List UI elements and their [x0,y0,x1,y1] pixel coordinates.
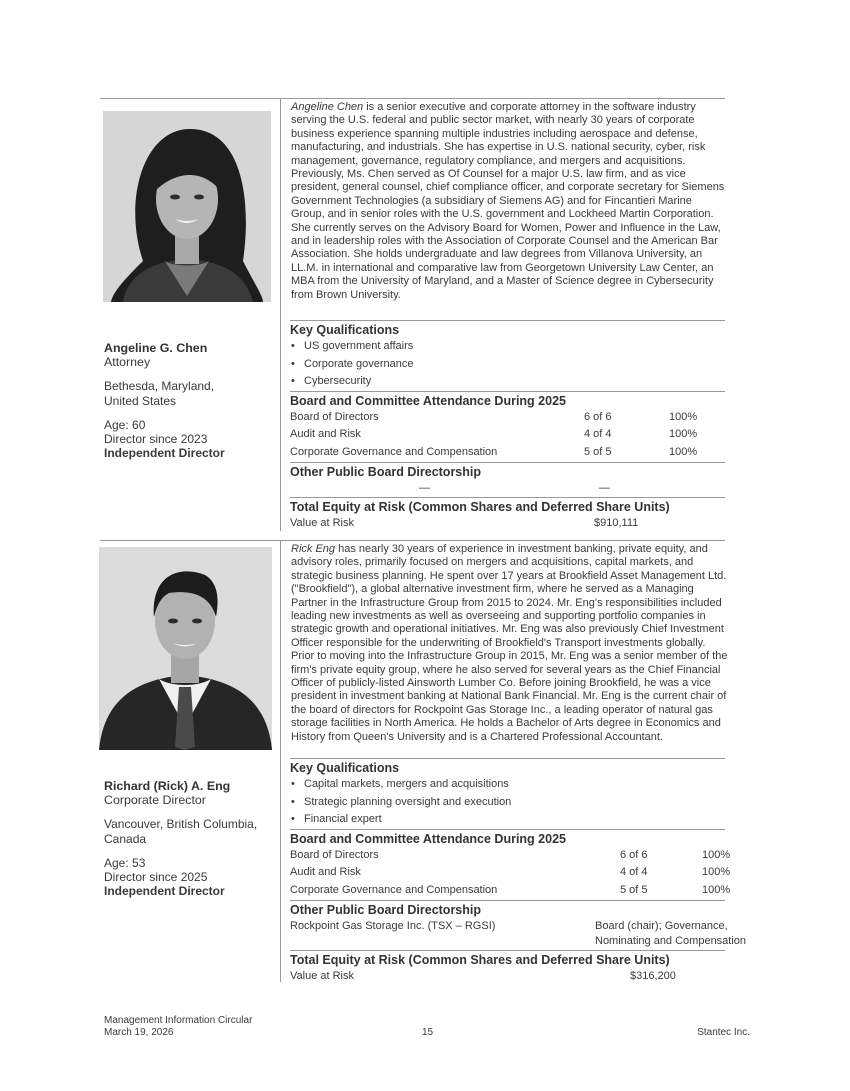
other-directorship-section [290,900,747,950]
attendance-body: Board of Directors [290,848,379,861]
director-location [104,817,257,845]
director-title: Corporate Director [104,793,206,808]
attendance-percent: 100% [669,428,698,441]
equity-value: $316,200 [630,969,676,982]
bio-name: Angeline Chen [291,101,364,113]
qualification-item: • Cybersecurity [290,373,725,391]
attendance-body: Audit and Risk [290,428,361,441]
director-since: Director since 2023 [104,432,208,447]
bio-text: is a senior executive and corporate attorney in the software industry serving the U.S. federal and public sector market, with nearly 30 years of corporate business experience spanning multiple industries including aerospace and defense, manufacturing, and industrials. She has expertise in U.S. national security, cyber, risk management, governance, regulatory compliance, and mergers and acquisitions. Previously, Ms. Chen served as Of Counsel for a major U.S. law firm, and as vice president, general counsel, chief compliance officer, and corporate secretary for Siemens Government Technologies (a subsidiary of Siemens AG) and for Fincantieri Marine Group, and in senior roles with the U.S. government and Lockheed Martin Corporation. She currently serves on the Advisory Board for Women, Power and Influence in the Law, and in leadership roles with the Association of Corporate Counsel and the American Bar Association. She holds undergraduate and law degrees from Villanova University, an LL.M. in international and comparative law from Georgetown University Law Center, an MBA from the University of Maryland, and a Master of Science degree in Cybersecurity from Brown University. [291,101,725,301]
section-heading: Total Equity at Risk (Common Shares and Deferred Share Units) [290,952,670,967]
divider [100,98,725,99]
attendance-body: Corporate Governance and Compensation [290,445,498,458]
attendance-row [290,426,725,444]
bio-name: Rick Eng [291,543,336,555]
attendance-row [290,444,725,462]
director-details [290,320,725,532]
location-line: Vancouver, British Columbia, [104,817,258,832]
director-bio [291,543,731,744]
footer-doc-title: Management Information Circular [104,1015,253,1026]
attendance-count: 5 of 5 [584,445,612,458]
director-name: Angeline G. Chen [104,341,208,355]
equity-value: $910,111 [594,516,639,529]
director-age: Age: 60 [104,417,146,432]
director-photo [103,111,271,302]
independence-status: Independent Director [104,884,225,899]
qualification-item: • Strategic planning oversight and execution [290,794,725,812]
other-dash: — [419,481,430,494]
footer-left [104,1015,252,1039]
director-profile [104,779,257,898]
section-heading: Board and Committee Attendance During 2025 [290,393,566,408]
location-line: Canada [104,831,147,846]
divider [100,540,725,541]
key-qualifications [290,758,725,829]
section-heading: Other Public Board Directorship [290,902,482,917]
qualification-item: • Corporate governance [290,356,725,374]
section-heading: Other Public Board Directorship [290,464,482,479]
equity-section [290,950,725,985]
director-age: Age: 53 [104,855,146,870]
director-title: Attorney [104,355,151,370]
director-profile [104,341,225,460]
attendance-row [290,882,731,900]
attendance-body: Corporate Governance and Compensation [290,883,498,896]
director-bio [291,101,726,302]
footer-date: March 19, 2026 [104,1027,174,1038]
section-heading: Total Equity at Risk (Common Shares and Deferred Share Units) [290,499,670,514]
column-divider [280,540,281,982]
attendance-body: Board of Directors [290,410,379,423]
director-location [104,379,225,407]
qualification-item: • Financial expert [290,811,725,829]
equity-label: Value at Risk [290,516,354,529]
key-qualifications [290,320,725,391]
attendance-count: 6 of 6 [620,848,648,861]
attendance-percent: 100% [702,883,731,896]
attendance-percent: 100% [702,848,731,861]
footer-company: Stantec Inc. [697,1027,750,1038]
attendance-row [290,847,731,865]
location-line: Bethesda, Maryland, [104,379,215,394]
attendance-section [290,829,731,900]
attendance-count: 4 of 4 [584,428,612,441]
director-name: Richard (Rick) A. Eng [104,779,231,793]
other-dash: — [599,481,610,494]
other-directorship-section [290,462,725,497]
director-photo [99,547,272,750]
section-heading: Key Qualifications [290,761,400,775]
independence-status: Independent Director [104,446,225,461]
equity-label: Value at Risk [290,969,354,982]
other-role [595,919,765,949]
equity-row [290,515,725,532]
attendance-count: 4 of 4 [620,866,648,879]
attendance-section [290,391,725,462]
location-line: United States [104,393,177,408]
attendance-count: 5 of 5 [620,883,648,896]
qualification-item: • US government affairs [290,338,725,356]
attendance-row [290,864,731,882]
qualification-item: • Capital markets, mergers and acquisitions [290,776,725,794]
attendance-percent: 100% [702,866,731,879]
attendance-percent: 100% [669,410,698,423]
other-directorship-row [290,918,747,950]
section-heading: Key Qualifications [290,323,400,337]
equity-section [290,497,725,532]
attendance-row [290,409,725,427]
director-since: Director since 2025 [104,870,208,885]
other-role-line: Board (chair); Governance, [595,919,728,932]
attendance-body: Audit and Risk [290,866,361,879]
equity-row [290,968,725,985]
other-company: Rockpoint Gas Storage Inc. (TSX – RGSI) [290,919,496,932]
column-divider [280,98,281,531]
bio-text: has nearly 30 years of experience in investment banking, private equity, and advisory roles, primarily focused on mergers and acquisitions, capital markets, and strategic business planning. He spent over 17 years at Brookfield Asset Management Ltd. ("Brookfield"), a global alternative investment firm, where he served as a Managing Partner in the Infrastructure Group from 2015 to 2024. Mr. Eng's responsibilities included leading new investments as well as overseeing and supporting portfolio companies in strategic growth and operational initiatives. Mr. Eng was also previously Chief Investment Officer responsible for the underwriting of Brookfield's Transport investments globally. Prior to moving into the Infrastructure Group in 2015, Mr. Eng was a senior member of the firm's private equity group, where he also served for several years as the Chief Financial Officer of publicly-listed Ainsworth Lumber Co. Before joining Brookfield, he was a vice president in investment banking at National Bank Financial. Mr. Eng is the current chair of the board of directors for Rockpoint Gas Storage Inc., a leading operator of natural gas storage facilities in North America. He holds a Bachelor of Arts degree in Economics and History from Queen's University and is a Chartered Professional Accountant. [291,543,728,743]
other-directorship-row [290,480,725,497]
other-role-line: Nominating and Compensation [595,934,747,947]
attendance-percent: 100% [669,445,698,458]
page-number: 15 [422,1027,434,1038]
attendance-count: 6 of 6 [584,410,612,423]
section-heading: Board and Committee Attendance During 2025 [290,831,566,846]
director-details [290,758,747,985]
